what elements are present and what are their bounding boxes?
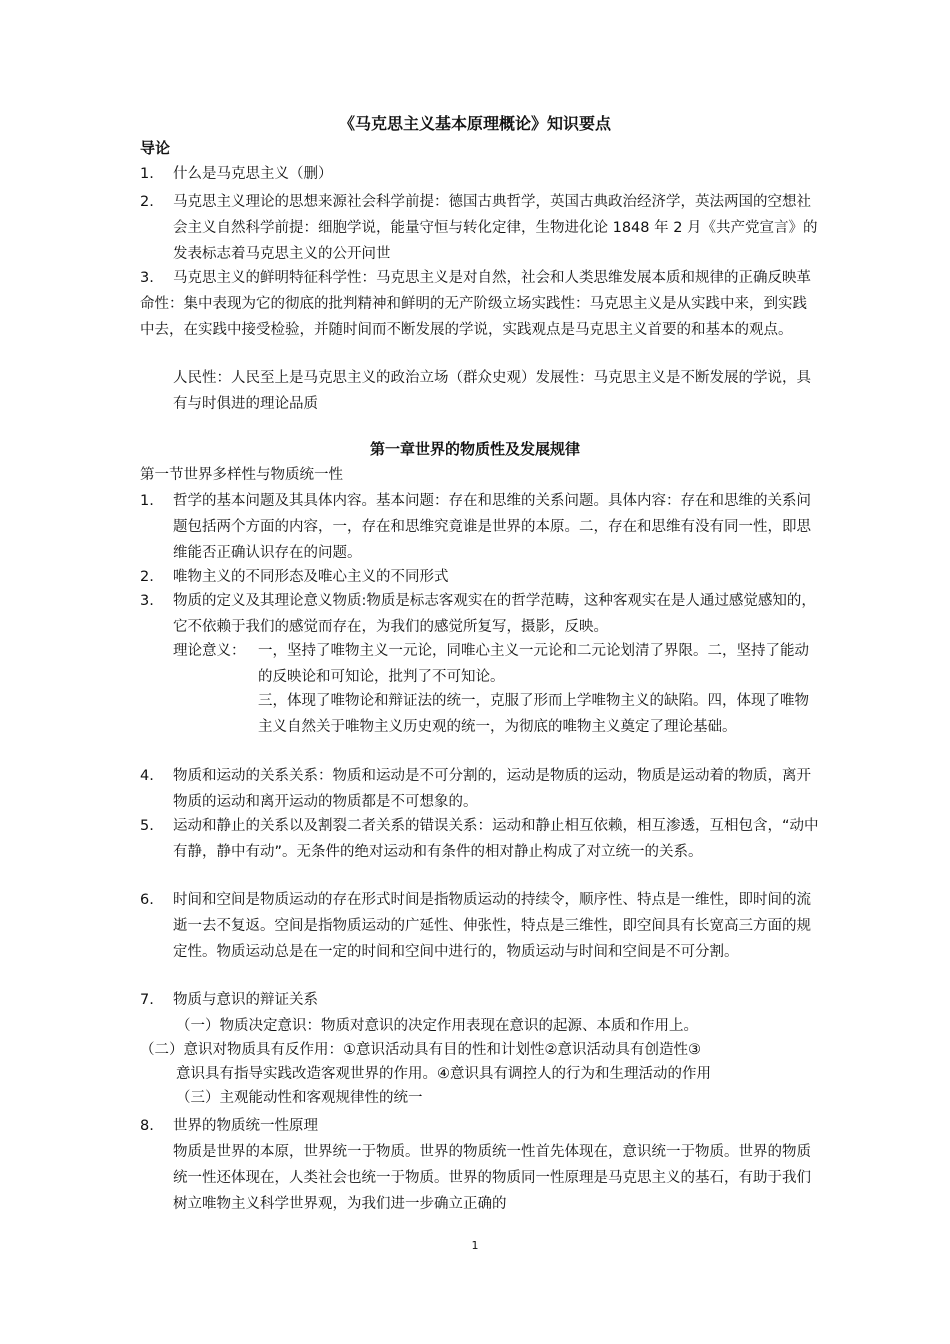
chapter-item-4	[140, 763, 820, 815]
list-number: 2.	[140, 569, 154, 585]
intro-item-1	[140, 161, 820, 187]
chapter-item-2	[140, 564, 820, 590]
document-title: 《马克思主义基本原理概论》知识要点	[338, 114, 611, 133]
list-number: 7.	[140, 992, 154, 1008]
list-number: 1.	[140, 493, 154, 509]
intro-item-3-continuation: 人民性：人民至上是马克思主义的政治立场（群众史观）发展性：马克思主义是不断发展的学说，具有与时俱进的理论品质	[173, 370, 811, 412]
list-number: 4.	[140, 768, 154, 784]
list-text: 什么是马克思主义（删）	[173, 166, 333, 182]
list-text: 物质的定义及其理论意义物质:物质是标志客观实在的哲学范畴，这种客观实在是人通过感觉感知的，它不依赖于我们的感觉而存在，为我们的感觉所复写，摄影，反映。	[173, 593, 816, 635]
list-text: 运动和静止的关系以及割裂二者关系的错误关系：运动和静止相互依赖，相互渗透，互相包含，“动中有静，静中有动”。无条件的绝对运动和有条件的相对静止构成了对立统一的关系。	[173, 818, 819, 860]
intro-item-2	[140, 189, 820, 267]
chapter-item-6	[140, 887, 820, 965]
list-text: 马克思主义理论的思想来源社会科学前提：德国古典哲学，英国古典政治经济学，英法两国的空想社会主义自然科学前提：细胞学说，能量守恒与转化定律，生物进化论 1848 年 2 月《共产党宣言》的发表标志着马克思主义的公开问世	[173, 194, 818, 262]
list-text: 时间和空间是物质运动的存在形式时间是指物质运动的持续令，顺序性、特点是一维性，即时间的流逝一去不复返。空间是指物质运动的广延性、伸张性，特点是三维性，即空间具有长宽高三方面的规定性。物质运动总是在一定的时间和空间中进行的，物质运动与时间和空间是不可分割。	[173, 892, 811, 960]
page-number: 1	[471, 1239, 479, 1252]
chapter-item-7	[140, 987, 820, 1013]
list-number: 6.	[140, 892, 154, 908]
chapter-item-1	[140, 488, 820, 566]
intro-heading: 导论	[140, 139, 171, 157]
list-number: 1.	[140, 166, 154, 182]
list-number: 8.	[140, 1118, 154, 1134]
intro-item-3	[140, 265, 820, 343]
item7-sub-2a: （二）意识对物质具有反作用：①意识活动具有目的性和计划性②意识活动具有创造性③	[140, 1042, 701, 1058]
chapter-item-5	[140, 813, 820, 865]
chapter-item-3	[140, 588, 820, 640]
list-number: 3.	[140, 270, 154, 286]
list-text: 哲学的基本问题及其具体内容。基本问题：存在和思维的关系问题。具体内容：存在和思维的关系问题包括两个方面的内容，一，存在和思维究竟谁是世界的本原。二，存在和思维有没有同一性，即思维能否正确认识存在的问题。	[173, 493, 811, 561]
item7-sub-2b: 意识具有指导实践改造客观世界的作用。④意识具有调控人的行为和生理活动的作用	[176, 1066, 711, 1082]
item7-sub-1: （一）物质决定意识：物质对意识的决定作用表现在意识的起源、本质和作用上。	[176, 1018, 698, 1034]
list-number: 2.	[140, 194, 154, 210]
chapter-title: 第一章世界的物质性及发展规律	[369, 440, 580, 458]
item8-text: 物质是世界的本原，世界统一于物质。世界的物质统一性首先体现在，意识统一于物质。世界的物质统一性还体现在，人类社会也统一于物质。世界的物质同一性原理是马克思主义的基石，有助于我们树立唯物主义科学世界观，为我们进一步确立正确的	[173, 1144, 811, 1212]
list-number: 3.	[140, 593, 154, 609]
list-number: 5.	[140, 818, 154, 834]
list-text: 马克思主义的鲜明特征科学性：马克思主义是对自然，社会和人类思维发展本质和规律的正确反映革命性：集中表现为它的彻底的批判精神和鲜明的无产阶级立场实践性：马克思主义是从实践中来，到实践中去，在实践中接受检验，并随时间而不断发展的学说，实践观点是马克思主义首要的和基本的观点。	[140, 270, 811, 338]
list-text: 唯物主义的不同形态及唯心主义的不同形式	[173, 569, 449, 585]
chapter-item-8	[140, 1113, 820, 1139]
theory-text-2: 三，体现了唯物论和辩证法的统一，克服了形而上学唯物主义的缺陷。四，体现了唯物主义自然关于唯物主义历史观的统一，为彻底的唯物主义奠定了理论基础。	[258, 693, 809, 735]
list-text: 物质与意识的辩证关系	[173, 992, 318, 1008]
section-heading: 第一节世界多样性与物质统一性	[140, 467, 343, 483]
list-text: 世界的物质统一性原理	[173, 1118, 318, 1134]
item7-sub-3: （三）主观能动性和客观规律性的统一	[176, 1090, 423, 1106]
theory-label: 理论意义：	[173, 643, 246, 659]
list-text: 物质和运动的关系关系：物质和运动是不可分割的，运动是物质的运动，物质是运动着的物质，离开物质的运动和离开运动的物质都是不可想象的。	[173, 768, 811, 810]
theory-text-1: 一，坚持了唯物主义一元论，同唯心主义一元论和二元论划清了界限。二，坚持了能动的反映论和可知论，批判了不可知论。	[258, 643, 809, 685]
